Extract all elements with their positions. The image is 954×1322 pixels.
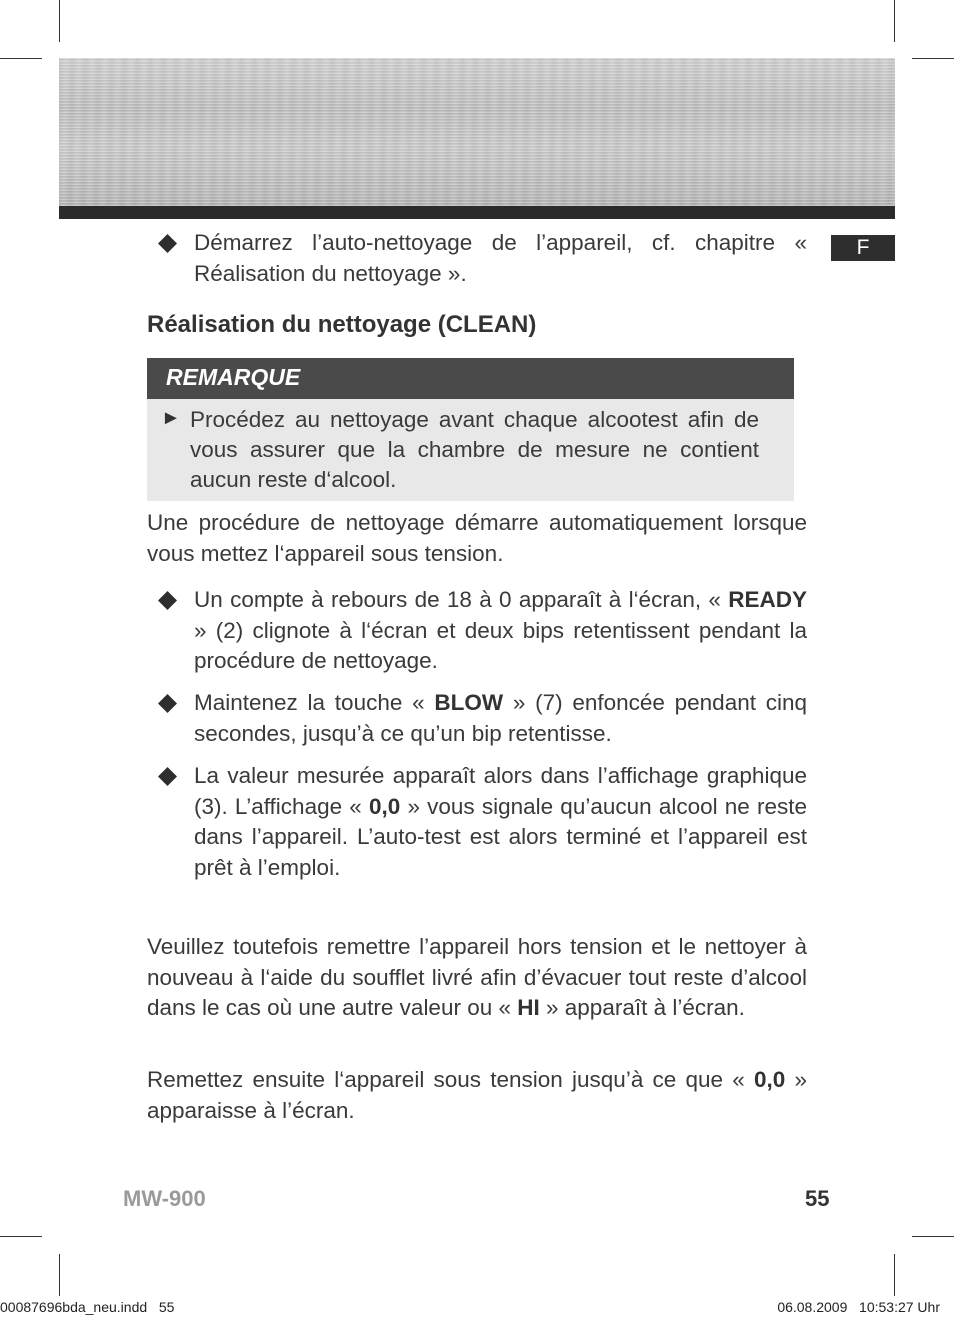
brushed-metal-header [59,58,895,206]
crop-mark [912,58,954,59]
list-item: Maintenez la touche « BLOW » (7) enfoncée pendant cinq secondes, jusqu’à ce qu’un bip retentisse. [194,690,807,746]
language-tab: F [831,235,895,261]
intro-paragraph: Une procédure de nettoyage démarre automatiquement lorsque vous mettez l‘appareil sous tension. [147,510,807,566]
paragraph-2: Veuillez toutefois remettre l’appareil hors tension et le nettoyer à nouveau à l‘aide du soufflet livré afin d’évacuer tout reste d’alcool dans le cas où une autre valeur ou « HI » apparaît à l’écran. [147,934,807,1020]
diamond-bullet-icon [158,694,177,713]
note-title: REMARQUE [166,364,301,390]
crop-mark [894,0,895,42]
slug-file: 00087696bda_neu.indd 55 [0,1299,175,1315]
footer-model: MW-900 [123,1186,206,1211]
crop-mark [59,1254,60,1296]
note-header [147,358,794,399]
note-text: Procédez au nettoyage avant chaque alcootest afin de vous assurer que la chambre de mesure ne contient aucun reste d‘alcool. [190,407,759,492]
diamond-bullet-icon [158,591,177,610]
bold-term: HI [517,995,540,1020]
crop-mark [59,0,60,42]
diamond-bullet-icon [158,767,177,786]
crop-mark [912,1236,954,1237]
top-bullet-text: Démarrez l’auto-nettoyage de l’appareil, cf. chapitre « Réalisation du nettoyage ». [194,230,807,286]
arrow-right-icon: ► [161,407,181,429]
paragraph-3: Remettez ensuite l‘appareil sous tension jusqu’à ce que « 0,0 » apparaisse à l’écran. [147,1067,808,1123]
section-heading: Réalisation du nettoyage (CLEAN) [147,311,537,338]
bold-term: READY [728,587,807,612]
slug-date: 06.08.2009 10:53:27 Uhr [777,1299,940,1315]
list-item: La valeur mesurée apparaît alors dans l’affichage graphique (3). L’affichage « 0,0 » vous signale qu’aucun alcool ne reste dans l’appareil. L’auto-test est alors terminé et l’appareil est prêt à l’emploi. [194,763,808,880]
crop-mark [0,1236,42,1237]
page-number: 55 [805,1186,830,1211]
list-item: Un compte à rebours de 18 à 0 apparaît à l‘écran, « READY » (2) clignote à l‘écran et deux bips retentissent pendant la procédure de nettoyage. [194,587,807,673]
bold-term: 0,0 [754,1067,786,1092]
bold-term: 0,0 [368,793,401,819]
crop-mark [894,1254,895,1296]
bold-term: BLOW [434,690,504,715]
note-body [147,399,794,501]
diamond-bullet-icon [158,234,177,253]
crop-mark [0,58,42,59]
header-rule [59,206,895,219]
